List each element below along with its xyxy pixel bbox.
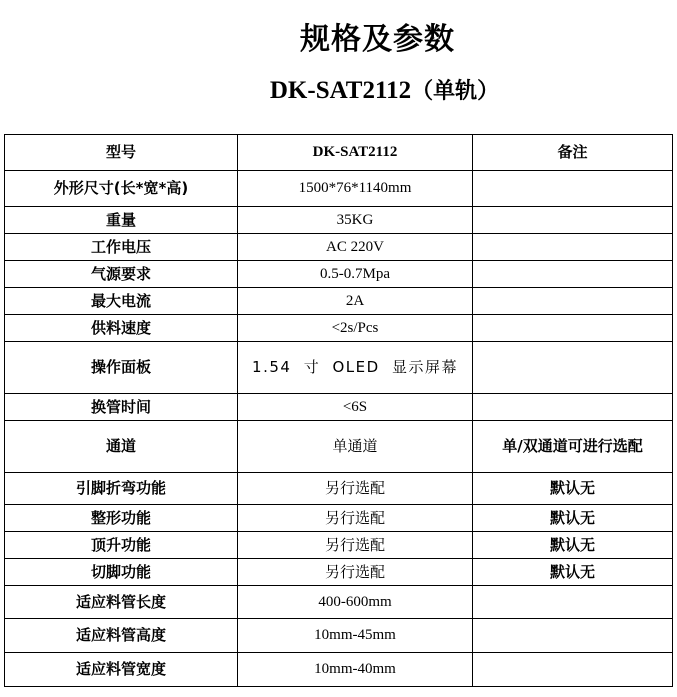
row-label: 适应料管长度 bbox=[5, 586, 238, 619]
table-row-shaping bbox=[5, 505, 673, 532]
row-value: 1.54 寸 OLED 显示屏幕 bbox=[238, 342, 473, 394]
row-note bbox=[473, 394, 673, 421]
header-type-label: 型号 bbox=[5, 135, 238, 171]
row-note: 单/双通道可进行选配 bbox=[473, 421, 673, 473]
model-title-model: DK-SAT2112 bbox=[269, 77, 412, 104]
row-label: 通道 bbox=[5, 421, 238, 473]
table-row-weight bbox=[5, 207, 673, 234]
row-label: 换管时间 bbox=[5, 394, 238, 421]
row-label: 引脚折弯功能 bbox=[5, 473, 238, 505]
row-label: 外形尺寸(长*宽*高) bbox=[5, 171, 238, 207]
table-header-row bbox=[5, 135, 673, 171]
row-label: 重量 bbox=[5, 207, 238, 234]
row-value: 10mm-45mm bbox=[238, 619, 473, 653]
table-row-pin-cutting bbox=[5, 559, 673, 586]
model-title-suffix: （单轨） bbox=[411, 79, 500, 104]
row-value: 单通道 bbox=[238, 421, 473, 473]
model-title bbox=[0, 74, 677, 105]
row-value: <6S bbox=[238, 394, 473, 421]
row-note bbox=[473, 261, 673, 288]
row-value: 400-600mm bbox=[238, 586, 473, 619]
row-label: 工作电压 bbox=[5, 234, 238, 261]
row-note: 默认无 bbox=[473, 559, 673, 586]
row-value: 10mm-40mm bbox=[238, 653, 473, 687]
row-label: 操作面板 bbox=[5, 342, 238, 394]
row-note bbox=[473, 619, 673, 653]
row-label: 供料速度 bbox=[5, 315, 238, 342]
row-note bbox=[473, 653, 673, 687]
table-row-channel bbox=[5, 421, 673, 473]
spec-table bbox=[4, 134, 673, 687]
row-value: 另行选配 bbox=[238, 532, 473, 559]
table-row-dimensions bbox=[5, 171, 673, 207]
row-value: 2A bbox=[238, 288, 473, 315]
row-value: <2s/Pcs bbox=[238, 315, 473, 342]
row-note bbox=[473, 207, 673, 234]
row-note: 默认无 bbox=[473, 473, 673, 505]
row-label: 适应料管宽度 bbox=[5, 653, 238, 687]
row-note bbox=[473, 288, 673, 315]
row-value: 35KG bbox=[238, 207, 473, 234]
row-label: 顶升功能 bbox=[5, 532, 238, 559]
row-value: 另行选配 bbox=[238, 505, 473, 532]
row-label: 切脚功能 bbox=[5, 559, 238, 586]
row-note: 默认无 bbox=[473, 505, 673, 532]
row-label: 适应料管高度 bbox=[5, 619, 238, 653]
table-row-change-time bbox=[5, 394, 673, 421]
row-note bbox=[473, 342, 673, 394]
table-row-tube-length bbox=[5, 586, 673, 619]
row-note bbox=[473, 234, 673, 261]
table-row-air-supply bbox=[5, 261, 673, 288]
row-label: 整形功能 bbox=[5, 505, 238, 532]
row-label: 最大电流 bbox=[5, 288, 238, 315]
row-note bbox=[473, 315, 673, 342]
row-value: 1500*76*1140mm bbox=[238, 171, 473, 207]
row-note bbox=[473, 586, 673, 619]
page-title: 规格及参数 bbox=[300, 22, 455, 57]
row-label: 气源要求 bbox=[5, 261, 238, 288]
table-row-voltage bbox=[5, 234, 673, 261]
table-row-max-current bbox=[5, 288, 673, 315]
row-note bbox=[473, 171, 673, 207]
row-value: AC 220V bbox=[238, 234, 473, 261]
table-row-lifting bbox=[5, 532, 673, 559]
table-row-tube-height bbox=[5, 619, 673, 653]
table-row-tube-width bbox=[5, 653, 673, 687]
row-value: 0.5-0.7Mpa bbox=[238, 261, 473, 288]
table-row-panel bbox=[5, 342, 673, 394]
table-row-feed-speed bbox=[5, 315, 673, 342]
row-value: 另行选配 bbox=[238, 473, 473, 505]
row-note: 默认无 bbox=[473, 532, 673, 559]
header-model-value: DK-SAT2112 bbox=[238, 135, 473, 171]
row-value: 另行选配 bbox=[238, 559, 473, 586]
table-row-pin-bending bbox=[5, 473, 673, 505]
header-note-label: 备注 bbox=[473, 135, 673, 171]
